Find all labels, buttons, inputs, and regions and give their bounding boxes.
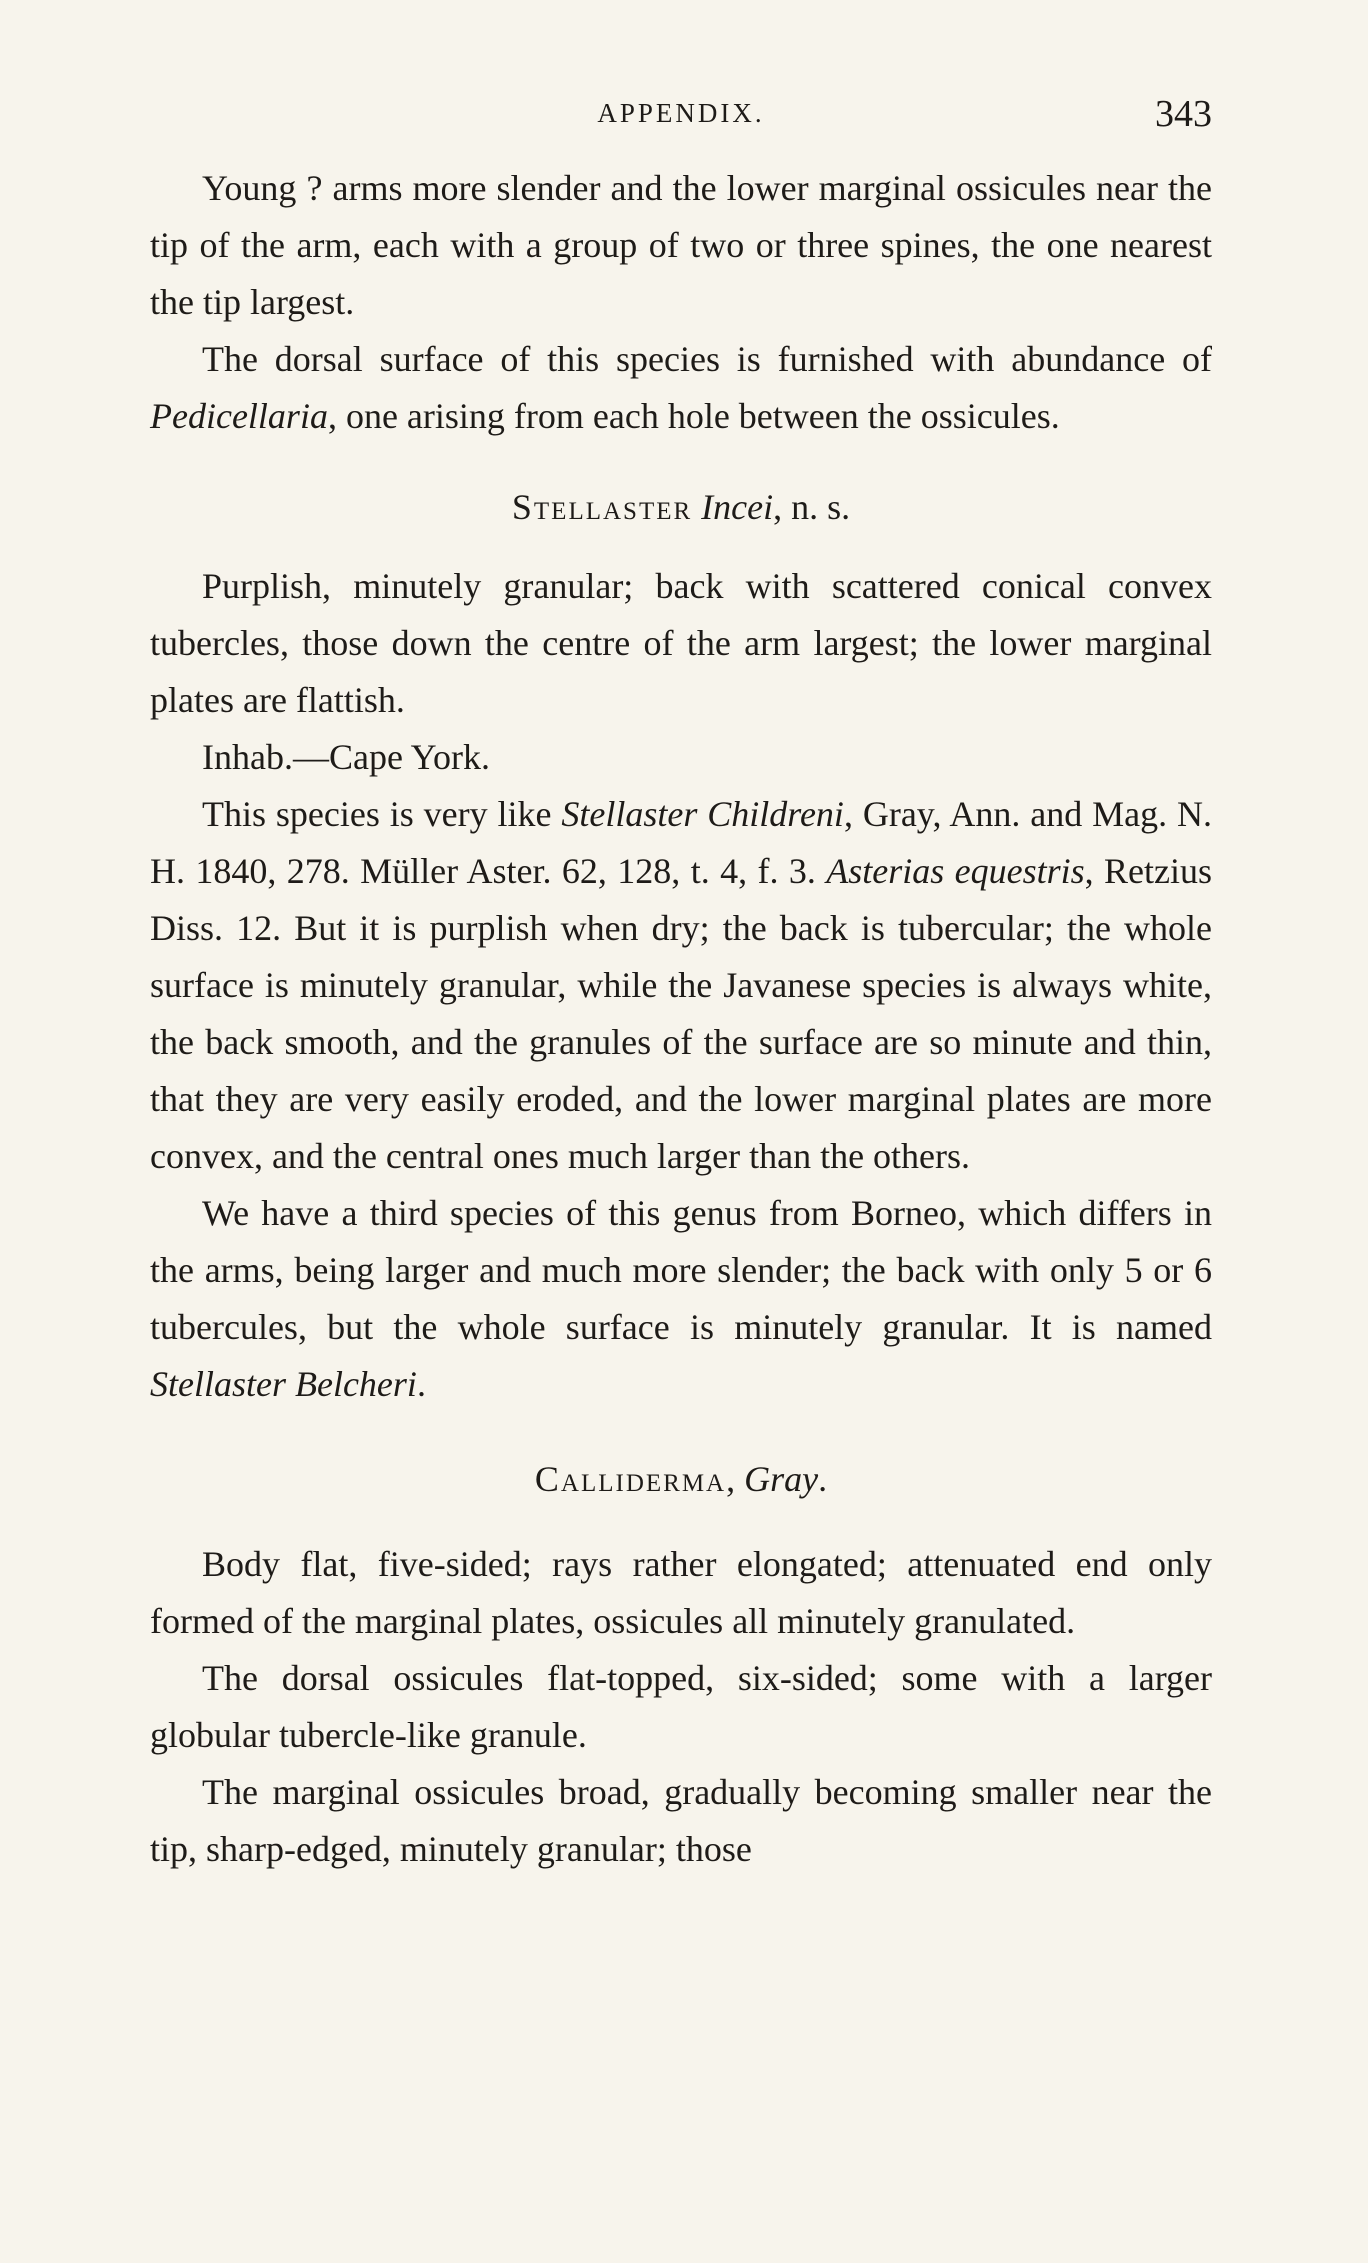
paragraph-purplish: Purplish, minutely granular; back with scattered conical convex tubercles, those down the centre of the arm largest; the lower marginal plates are flattish. [150,566,1212,720]
text-run: . [416,1364,426,1404]
section-heading-calliderma [150,1451,1212,1508]
heading-suffix: , n. s. [773,487,851,527]
paragraph-young-arms: Young ? arms more slender and the lower marginal ossicules near the tip of the arm, each with a group of two or three spines, the one nearest the tip largest. [150,168,1212,322]
paragraph-inhabitat: Inhab.—Cape York. [202,737,490,777]
text-run: , Gray, Ann. and Mag. N. H. 1840, 278. Müller Aster. 62, 128, t. 4, f. 3. [150,794,1213,891]
body-text [150,160,1212,1878]
text-run: This species is very like [202,794,562,834]
running-title: APPENDIX. [597,98,765,128]
text-run: We have a third species of this genus from Borneo, which differs in the arms, being larger and much more slender; the back with only 5 or 6 tubercules, but the whole surface is minutely granular. It is named [150,1193,1212,1347]
page-number: 343 [1155,93,1212,135]
running-head [150,92,1212,142]
text-run: The dorsal surface of this species is furnished with abundance of [202,339,1212,379]
genus-name-pedicellaria: Pedicellaria [150,396,328,436]
paragraph-dorsal-ossicules: The dorsal ossicules flat-topped, six-sided; some with a larger globular tubercle-like granule. [150,1658,1212,1755]
paragraph-marginal-ossicules: The marginal ossicules broad, gradually becoming smaller near the tip, sharp-edged, minutely granular; those [150,1772,1212,1869]
book-page [150,0,1212,2263]
paragraph-body-flat: Body flat, five-sided; rays rather elongated; attenuated end only formed of the marginal plates, ossicules all minutely granulated. [150,1544,1212,1641]
species-name-stellaster-childreni: Stellaster Childreni [561,794,844,834]
paragraph-comparison [150,786,1212,1185]
heading-end: . [818,1459,828,1499]
heading-genus: Stellaster [511,487,693,527]
heading-genus: Calliderma [534,1459,727,1499]
paragraph-dorsal-surface [150,331,1212,445]
text-run: , Retzius Diss. 12. But it is purplish when dry; the back is tubercular; the whole surface is minutely granular, while the Javanese species is always white, the back smooth, and the granules of the surface are so minute and thin, that they are very easily eroded, and the lower marginal plates are more convex, and the central ones much larger than the others. [150,851,1212,1176]
section-heading-stellaster-incei [150,479,1212,536]
paragraph-third-species [150,1185,1212,1413]
heading-separator: , [726,1459,745,1499]
species-name-asterias-equestris: Asterias equestris [826,851,1085,891]
text-run: , one arising from each hole between the ossicules. [327,396,1060,436]
heading-species: Incei [701,487,774,527]
species-name-stellaster-belcheri: Stellaster Belcheri [150,1364,417,1404]
heading-author: Gray [744,1459,819,1499]
